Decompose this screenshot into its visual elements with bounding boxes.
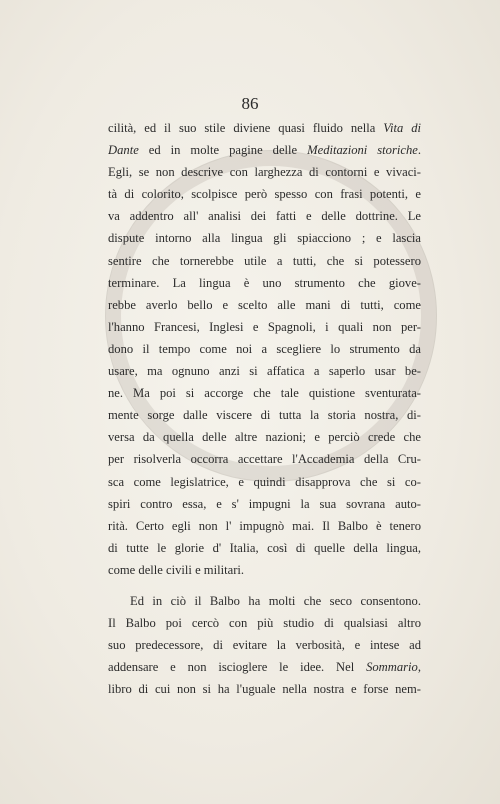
text-line: sentire che tornerebbe utile a tutti, che si potessero (108, 253, 421, 268)
text-line: rità. Certo egli non l' impugnò mai. Il Balbo è tenero (108, 518, 421, 533)
text-line: rebbe averlo bello e scelto alle mani di tutti, come (108, 297, 421, 312)
text-line: Dante ed in molte pagine delle Meditazioni storiche. (108, 143, 421, 158)
text-line: spiri contro essa, e s' impugni la sua sovrana auto- (108, 496, 421, 511)
text-line: cilità, ed il suo stile diviene quasi fluido nella Vita di (108, 121, 421, 135)
text-line: usare, ma ognuno anzi si affatica a saperlo usar be- (108, 364, 421, 379)
paragraph-2 (108, 590, 421, 700)
paragraph-1 (108, 117, 421, 581)
text-line: come delle civili e militari. (108, 562, 245, 577)
text-line: versa da quella delle altre nazioni; e perciò crede che (108, 430, 421, 445)
text-line: tà di colorito, scolpisce però spesso con frasi potenti, e (108, 187, 421, 202)
text-line: di tutte le glorie d' Italia, così di quelle della lingua, (108, 540, 421, 555)
body-text (108, 117, 421, 700)
text-line: dono il tempo come noi a scegliere lo strumento da (108, 341, 421, 356)
text-line: libro di cui non si ha l'uguale nella nostra e forse nem- (108, 682, 421, 697)
text-line: va addentro all' analisi dei fatti e delle dottrine. Le (108, 209, 421, 224)
text-line: per risolverla occorra accettare l'Accademia della Cru- (108, 452, 421, 467)
text-line: Egli, se non descrive con larghezza di contorni e vivaci- (108, 165, 421, 180)
text-line: suo predecessore, di evitare la verbosità, e intese ad (108, 638, 421, 653)
page-number: 86 (241, 94, 259, 113)
text-line: addensare e non iscioglere le idee. Nel Sommario, (108, 660, 421, 675)
text-line: ne. Ma poi si accorge che tale quistione sventurata- (108, 386, 421, 401)
text-line: sca come legislatrice, e quindi disapprova che si co- (108, 474, 421, 489)
text-line: terminare. La lingua è uno strumento che giove- (108, 275, 421, 290)
text-line: mente sorge dalle viscere di tutta la storia nostra, di- (108, 408, 421, 423)
text-line: Ed in ciò il Balbo ha molti che seco consentono. (130, 593, 421, 608)
text-line: dispute intorno alla lingua gli spiacciono ; e lascia (108, 231, 421, 246)
text-line: l'hanno Francesi, Inglesi e Spagnoli, i quali non per- (108, 319, 421, 334)
text-line: Il Balbo poi cercò con più studio di qualsiasi altro (108, 616, 421, 631)
